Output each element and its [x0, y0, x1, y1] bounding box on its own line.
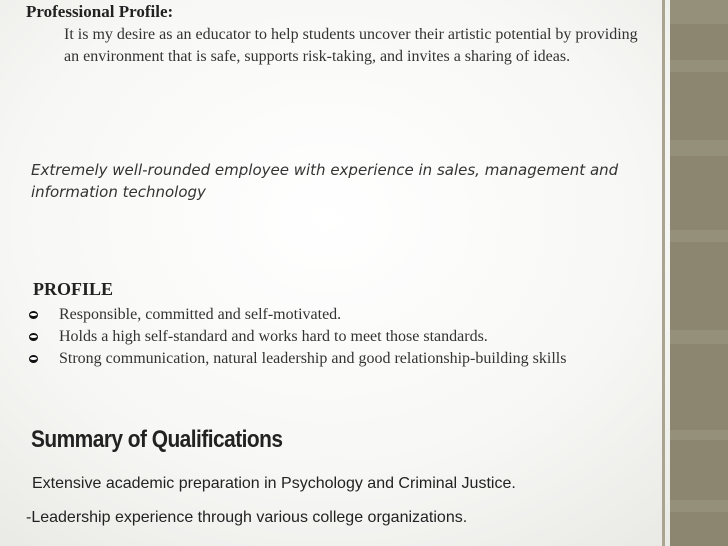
- professional-profile-body: It is my desire as an educator to help students uncover their artistic potential by providing an environment that is safe, supports risk-taking, and invites a sharing of ideas.: [64, 26, 638, 65]
- summary-line: Extensive academic preparation in Psychology and Criminal Justice.: [32, 475, 516, 492]
- summary-line: -Leadership experience through various college organizations.: [26, 509, 468, 526]
- list-item-text: Strong communication, natural leadership and good relationship-building skills: [59, 350, 567, 367]
- list-item-text: Responsible, committed and self-motivated.: [59, 306, 342, 323]
- summary-heading: Summary of Qualifications: [31, 426, 283, 453]
- profile-heading: PROFILE: [33, 279, 114, 299]
- bullet-icon: [29, 311, 38, 319]
- side-decorative-band: [670, 0, 728, 546]
- side-accent-line: [662, 0, 665, 546]
- profile-list: [29, 304, 566, 370]
- list-item: [29, 326, 566, 348]
- experience-tagline: Extremely well-rounded employee with experience in sales, management and information technology: [31, 161, 619, 201]
- bullet-icon: [29, 333, 38, 341]
- list-item: [29, 348, 566, 370]
- list-item: [29, 304, 566, 326]
- professional-profile-heading: Professional Profile:: [26, 2, 174, 21]
- list-item-text: Holds a high self-standard and works hard to meet those standards.: [59, 328, 488, 345]
- bullet-icon: [29, 355, 38, 363]
